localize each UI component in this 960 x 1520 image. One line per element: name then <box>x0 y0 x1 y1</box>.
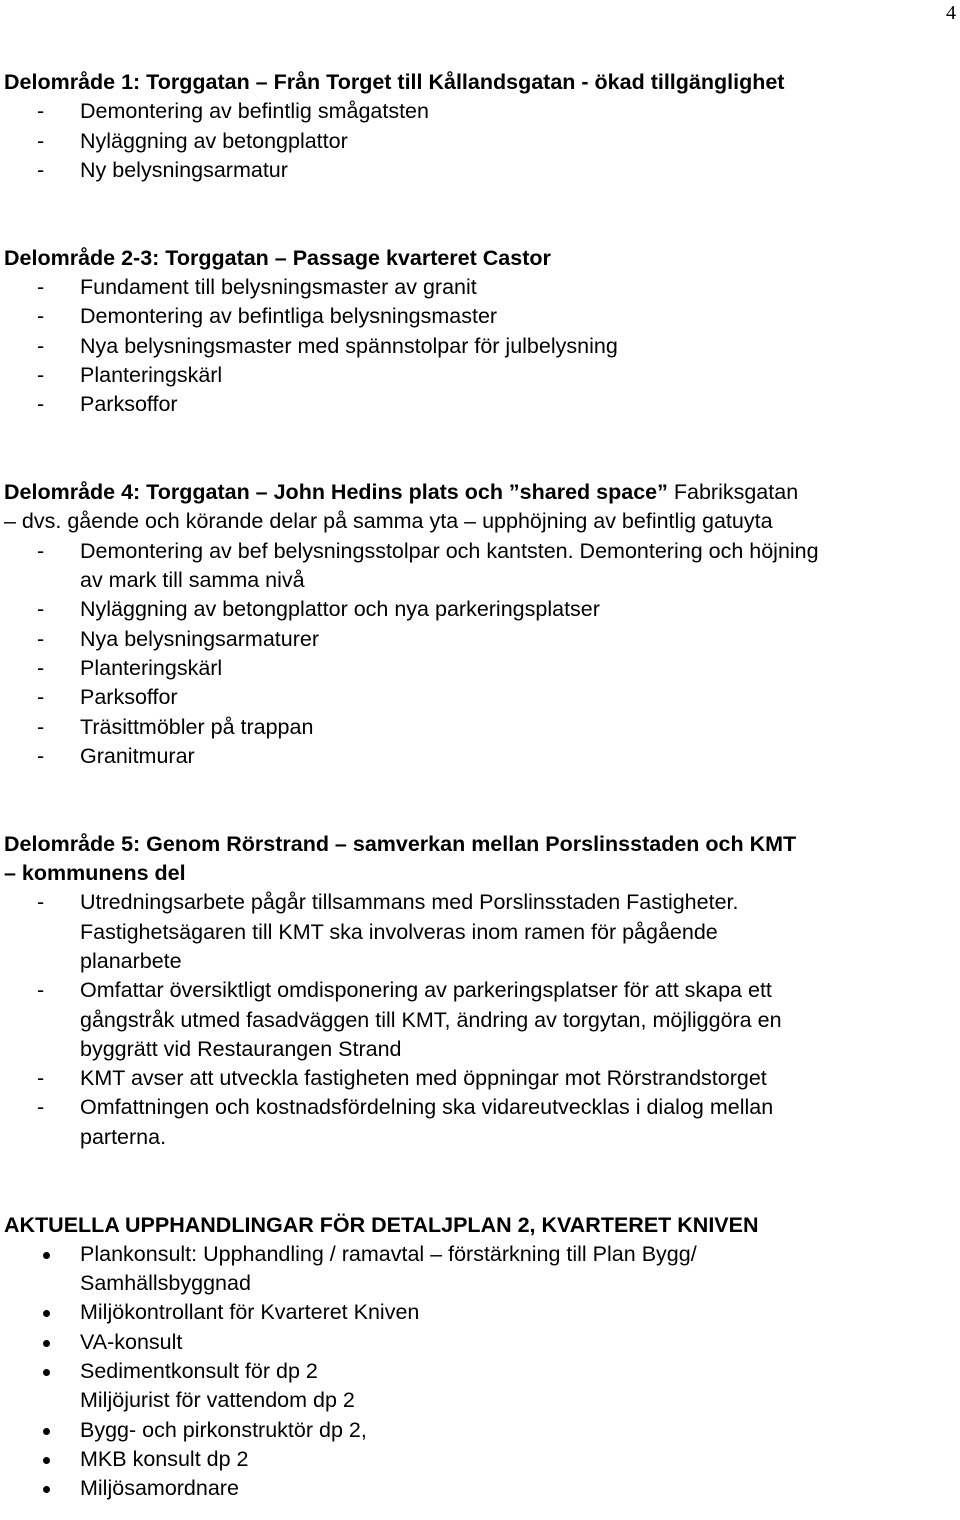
section-4-heading-continuation: – dvs. gående och körande delar på samma yta – upphöjning av befintlig gatuyta <box>4 509 773 534</box>
section-2-3-heading: Delområde 2-3: Torggatan – Passage kvarteret Castor <box>4 245 551 270</box>
list-item: - Nyläggning av betongplattor <box>4 127 956 156</box>
list-item-continuation: planarbete <box>80 948 182 973</box>
list-item-continuation: Fastighetsägaren till KMT ska involveras inom ramen för pågående <box>80 919 718 944</box>
bullet-item-continuation: Samhällsbyggnad <box>80 1271 251 1296</box>
list-item: - Nya belysningsarmaturer <box>4 625 956 654</box>
bullet-item: Miljökontrollant för Kvarteret Kniven <box>4 1298 956 1327</box>
section-4-heading: Delområde 4: Torggatan – John Hedins plats och ”shared space” Fabriksgatan <box>4 480 799 505</box>
list-item: - Utredningsarbete pågår tillsammans med Porslinsstaden Fastigheter. <box>4 888 956 917</box>
list-item: - Demontering av befintlig smågatsten <box>4 97 956 126</box>
bullet-icon <box>4 1445 80 1474</box>
bullet-icon <box>4 1298 80 1327</box>
list-item-continuation: gångstråk utmed fasadväggen till KMT, ändring av torgytan, möjliggöra en <box>80 1007 782 1032</box>
bullet-icon <box>4 1357 80 1386</box>
list-item-continuation: parterna. <box>80 1124 167 1149</box>
bullet-icon <box>4 1416 80 1445</box>
list-item: - Omfattar översiktligt omdisponering av parkeringsplatser för att skapa ett <box>4 976 956 1005</box>
list-item-continuation: byggrätt vid Restaurangen Strand <box>80 1036 402 1061</box>
list-item: - Träsittmöbler på trappan <box>4 713 956 742</box>
bullet-item: MKB konsult dp 2 <box>4 1445 956 1474</box>
list-item: - KMT avser att utveckla fastigheten med öppningar mot Rörstrandstorget <box>4 1064 956 1093</box>
section-5-heading: Delområde 5: Genom Rörstrand – samverkan mellan Porslinsstaden och KMT <box>4 831 797 856</box>
section-1-heading: Delområde 1: Torggatan – Från Torget till Kållandsgatan - ökad tillgänglighet <box>4 70 785 94</box>
bullet-icon <box>4 1240 80 1269</box>
list-item: - Parksoffor <box>4 683 956 712</box>
list-item: - Nyläggning av betongplattor och nya parkeringsplatser <box>4 595 956 624</box>
bullet-item: VA-konsult <box>4 1328 956 1357</box>
bullet-item: Bygg- och pirkonstruktör dp 2, <box>4 1416 956 1445</box>
list-item: - Nya belysningsmaster med spännstolpar för julbelysning <box>4 332 956 361</box>
bullet-item: Sedimentkonsult för dp 2 <box>4 1357 956 1386</box>
bullet-item: Plankonsult: Upphandling / ramavtal – förstärkning till Plan Bygg/ <box>4 1240 956 1269</box>
list-item: - Granitmurar <box>4 742 956 771</box>
list-item: - Ny belysningsarmatur <box>4 156 956 185</box>
bullet-icon <box>4 1474 80 1503</box>
bullet-item: Miljösamordnare <box>4 1474 956 1503</box>
list-item: - Omfattningen och kostnadsfördelning ska vidareutvecklas i dialog mellan <box>4 1093 956 1122</box>
list-item-continuation: av mark till samma nivå <box>80 568 305 593</box>
section-5-heading-continuation: – kommunens del <box>4 861 186 886</box>
bullet-icon <box>4 1328 80 1357</box>
list-item: - Demontering av bef belysningsstolpar och kantsten. Demontering och höjning <box>4 537 956 566</box>
page-number: 4 <box>946 2 956 24</box>
list-item: - Planteringskärl <box>4 361 956 390</box>
bullet-item-continuation: Miljöjurist för vattendom dp 2 <box>80 1388 355 1413</box>
list-item: - Planteringskärl <box>4 654 956 683</box>
procurement-heading: AKTUELLA UPPHANDLINGAR FÖR DETALJPLAN 2, KVARTERET KNIVEN <box>4 1212 759 1237</box>
document-body <box>4 68 956 1504</box>
list-item: - Fundament till belysningsmaster av granit <box>4 273 956 302</box>
list-item: - Demontering av befintliga belysningsmaster <box>4 302 956 331</box>
list-item: - Parksoffor <box>4 390 956 419</box>
